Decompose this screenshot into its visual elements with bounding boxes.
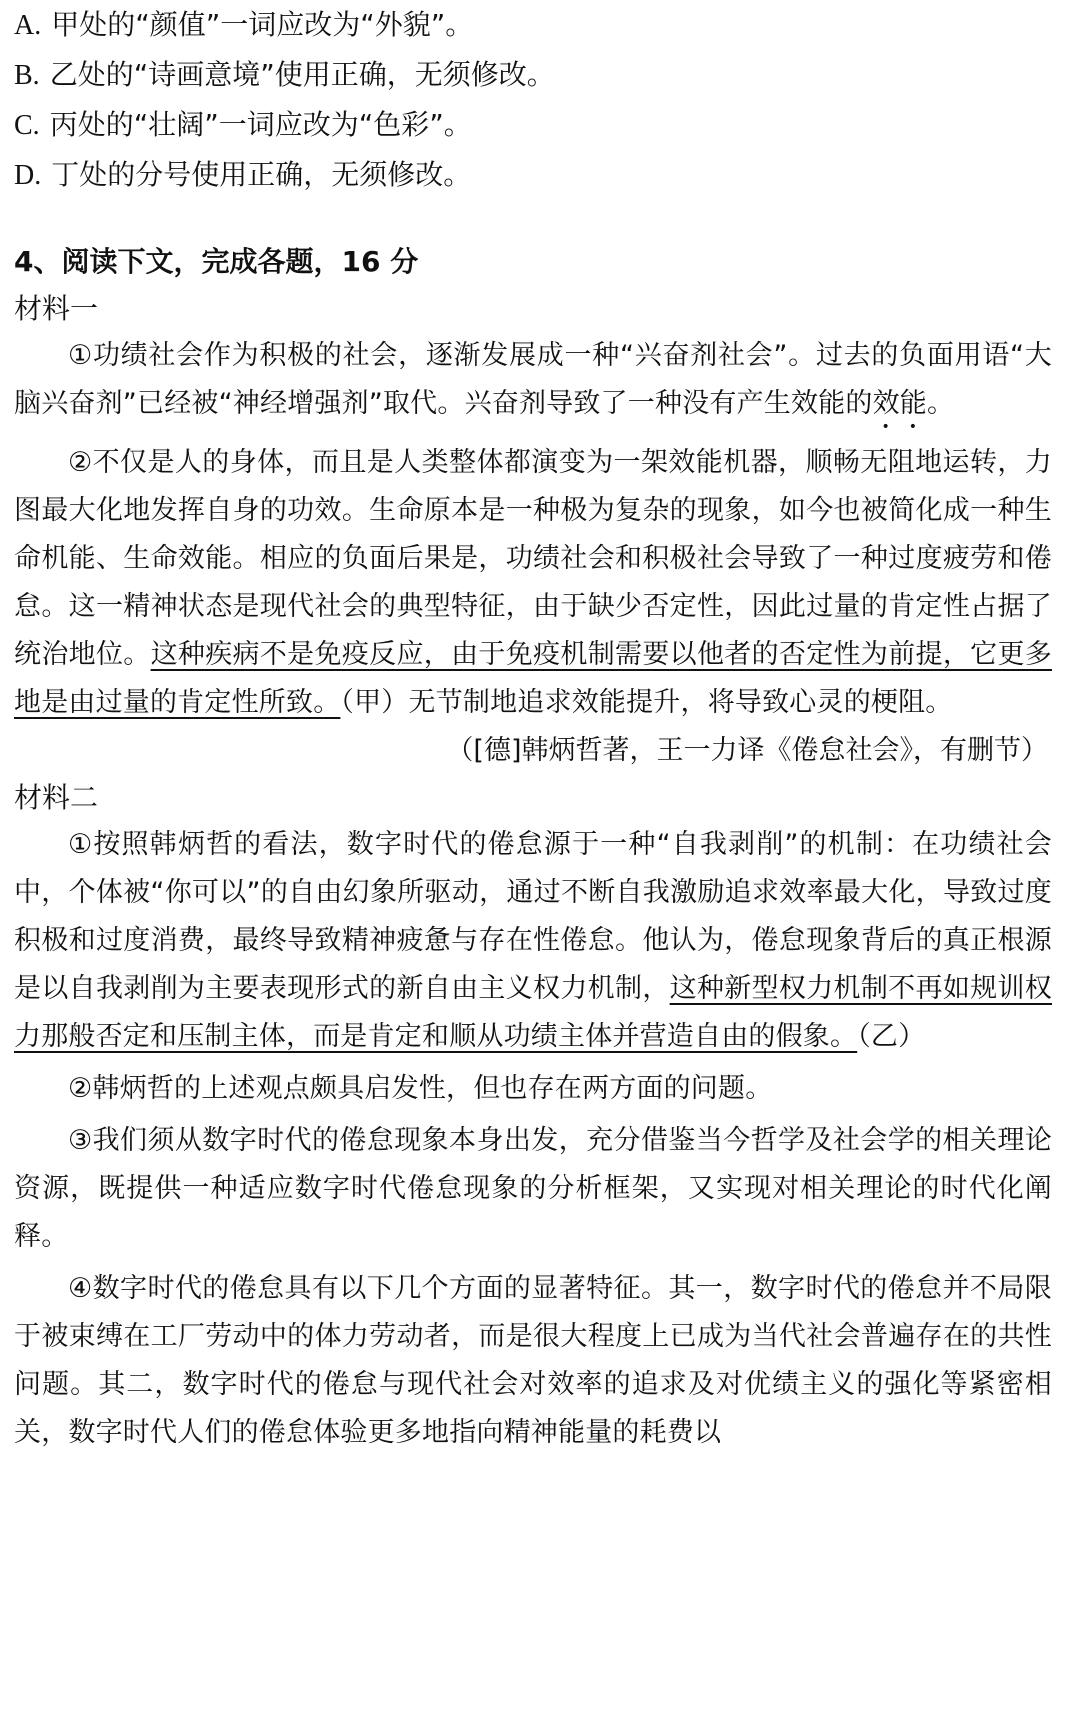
option-letter: C. [14,110,40,141]
option-a[interactable] [14,0,1052,50]
paragraph-text: （乙） [857,1021,926,1052]
material-1-label: 材料一 [14,292,99,325]
question-4-title: 4、阅读下文，完成各题，16 分 [14,245,419,278]
underlined-sentence-jia: 这种疾病不是免疫反应，由于免疫机制需要以他者的否定性为前提，它更多地是由过量的肯定性所致。 [14,639,1052,718]
underlined-sentence-yi: 这种新型权力机制不再如规训权力那般否定和压制主体，而是肯定和顺从功绩主体并营造自由的假象。 [14,973,1052,1052]
material-2-paragraph-4: ④数字时代的倦怠具有以下几个方面的显著特征。其一，数字时代的倦怠并不局限于被束缚在工厂劳动中的体力劳动者，而是很大程度上已成为当代社会普遍存在的共性问题。其二，数字时代的倦怠与现代社会对效率的追求及对优绩主义的强化等紧密相关，数字时代人们的倦怠体验更多地指向精神能量的耗费以 [14,1273,1052,1448]
option-letter: D. [14,160,42,191]
option-c[interactable] [14,100,1052,150]
option-text: 丁处的分号使用正确，无须修改。 [51,158,472,191]
option-letter: B. [14,60,40,91]
material-2-paragraph-3: ③我们须从数字时代的倦怠现象本身出发，充分借鉴当今哲学及社会学的相关理论资源，既提供一种适应数字时代倦怠现象的分析框架，又实现对相关理论的时代化阐释。 [14,1125,1052,1252]
option-text: 甲处的“颜值”一词应改为“外貌”。 [51,8,474,41]
material-2-paragraph-2: ②韩炳哲的上述观点颇具启发性，但也存在两方面的问题。 [68,1073,773,1104]
paragraph-text: ②不仅是人的身体，而且是人类整体都演变为一架效能机器，顺畅无阻地运转，力图最大化地发挥自身的功效。生命原本是一种极为复杂的现象，如今也被简化成一种生命机能、生命效能。相应的负面后果是，功绩社会和积极社会导致了一种过度疲劳和倦怠。这一精神状态是现代社会的典型特征，由于缺少否定性，因此过量的肯定性占据了统治地位。 [14,447,1052,670]
material-1-paragraph-1 [14,332,1052,435]
material-2-label: 材料二 [14,781,99,814]
emphasized-text: 效能 [872,388,927,419]
paragraph-text: ①功绩社会作为积极的社会，逐渐发展成一种“兴奋剂社会”。过去的负面用语“大脑兴奋剂”已经被“神经增强剂”取代。兴奋剂导致了一种没有产生效能的 [14,340,1052,419]
paragraph-text: （甲）无节制地追求效能提升，将导致心灵的梗阻。 [340,687,953,718]
option-letter: A. [14,10,42,41]
option-b[interactable] [14,50,1052,100]
paragraph-text: ①按照韩炳哲的看法，数字时代的倦怠源于一种“自我剥削”的机制：在功绩社会中，个体被“你可以”的自由幻象所驱动，通过不断自我激励追求效率最大化，导致过度积极和过度消费，最终导致精神疲惫与存在性倦怠。他认为，倦怠现象背后的真正根源是以自我剥削为主要表现形式的新自由主义权力机制， [14,829,1052,1004]
material-1-paragraph-2 [14,439,1052,727]
material-1-source: （[德]韩炳哲著，王一力译《倦怠社会》，有删节） [446,735,1048,766]
option-text: 丙处的“壮阔”一词应改为“色彩”。 [49,108,472,141]
paragraph-text: 。 [926,388,955,419]
option-text: 乙处的“诗画意境”使用正确，无须修改。 [49,58,555,91]
answer-options [14,0,1052,200]
option-d[interactable] [14,150,1052,200]
material-2-paragraph-1 [14,821,1052,1061]
